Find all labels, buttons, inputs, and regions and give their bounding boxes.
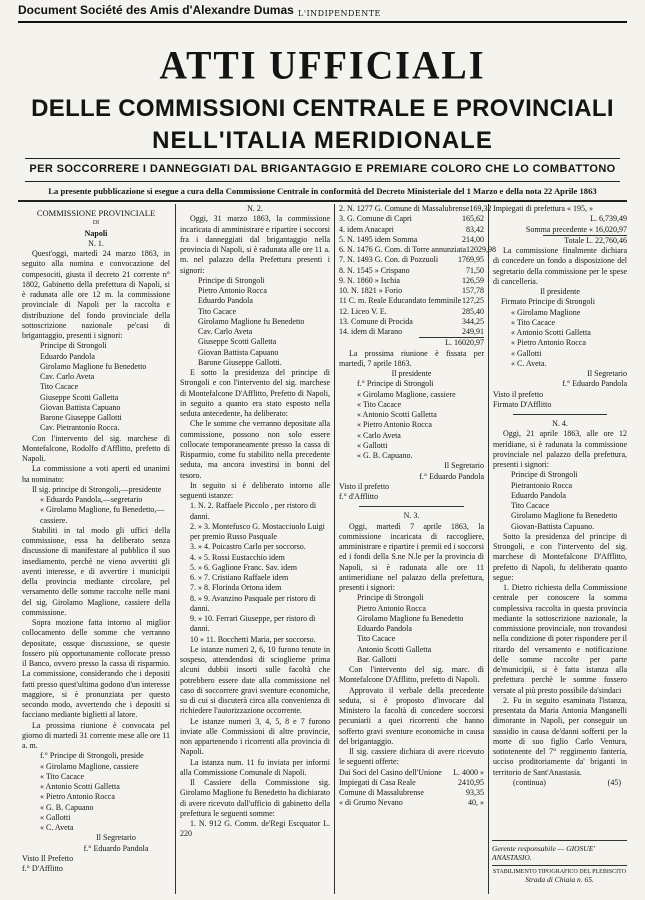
money-label: Dai Soci del Casino dell'Unione	[339, 767, 442, 777]
paragraph: La istanza num. 11 fu inviata per informi alla Commissione Comunale di Napoli.	[180, 757, 330, 777]
signer: « Gallotti	[511, 348, 542, 358]
heading-city: Napoli	[84, 228, 108, 238]
section-number: N. 4.	[552, 419, 568, 428]
paragraph: Il sig. principe di Strongoli,—presidente	[32, 484, 162, 494]
money-row	[339, 255, 484, 265]
signer: « Tito Cacace	[511, 317, 555, 327]
visto-label: Visto il prefetto	[339, 481, 390, 491]
money-row	[339, 276, 484, 286]
money-row	[339, 296, 484, 306]
visto-name: Firmato D'Afflitto	[493, 399, 552, 409]
money-value: 2410,95	[458, 777, 484, 787]
signer: « Antonio Scotti Galletta	[40, 782, 120, 791]
footer-rule	[492, 840, 627, 841]
money-label: 11 C. m. Reale Educandato femminile	[339, 296, 462, 306]
petition-item: 10 » 11. Bocchetti Maria, per soccorso.	[190, 634, 316, 644]
money-row	[339, 307, 484, 317]
money-row	[339, 204, 492, 214]
member-name: Cav. Pietrantonio Rocca.	[40, 423, 120, 433]
signer: Firmato Principe di Strongoli	[501, 297, 595, 307]
paragraph: Le istanze numeri 3, 4, 5, 8 e 7 furono inviate alle Commissioni di altre provincie, non appartenendo i ricorrenti alla provincia di Napoli.	[180, 716, 330, 757]
money-row	[339, 266, 484, 276]
visto-name: f.° d'Afflitto	[339, 492, 379, 501]
signer: « Antonio Scotti Galletta	[511, 328, 591, 337]
money-row	[339, 788, 484, 798]
money-label: 10. N. 1821 » Forio	[339, 286, 403, 295]
money-value: 285,40	[462, 306, 484, 316]
visto-name: f.° D'Afflitto	[22, 864, 63, 873]
paragraph: E sotto la presidenza del principe di Strongoli e con l'intervento del sig. marchese di Montefalcone D'Afflitto, Prefetto di Napoli, in seguito a quanto era stato esposto nella seduta antecedente, ha deliberato:	[180, 368, 330, 418]
paragraph: Approvato il verbale della precedente seduta, si è proposto d'invocare dal Ministero la facoltà di concedere soccorsi pecuniarii a quei ricorrenti che hanno sofferto gravi sventure economiche in causa del brigantaggio.	[339, 685, 484, 746]
money-value: 1769,95	[458, 255, 484, 265]
signer: « Girolamo Maglione, cassiere	[40, 761, 139, 771]
money-row	[339, 245, 497, 255]
commission-heading: COMMISSIONE PROVINCIALE	[36, 208, 156, 218]
petition-item: 6. » 7. Cristiano Raffaele idem	[190, 573, 289, 582]
paragraph: Oggi, 21 aprile 1863, alle ore 12 meridiane, si è radunata la commissione provinciale nel palazzo della prefettura, presenti i signori:	[493, 429, 627, 469]
signer: « C. Aveta	[40, 823, 74, 832]
money-value: 126,59	[462, 275, 484, 285]
paragraph: In seguito si è deliberato intorno alle seguenti istanze:	[180, 480, 330, 500]
member-name: Girolamo Maglione fu Benedetto	[198, 316, 305, 326]
money-label: 13. Comune di Procida	[339, 316, 413, 326]
member-name: Pietro Antonio Rocca	[198, 286, 267, 295]
member-name: Giovan-Battista Capuano.	[511, 521, 595, 531]
petition-item: 3. » 4. Poicastro Carlo per soccorso.	[190, 542, 306, 552]
money-value: L. 4000 »	[453, 767, 484, 777]
visto-label: Visto Il Prefetto	[22, 853, 74, 863]
member-name: Giovan Battista Capuano	[198, 347, 279, 357]
money-row	[339, 317, 484, 327]
rule-under-title	[25, 158, 620, 159]
headline-commissions: DELLE COMMISSIONI CENTRALE E PROVINCIALI	[31, 95, 614, 122]
money-value: 40, »	[468, 798, 484, 808]
paragraph: Quest'oggi, martedì 24 marzo 1863, in seguito alla nomina e convocazione del compesociti, giusta il decreto 21 corrente n° 1802, Gabinetto della prefettura di Napoli, si è radunata alle ore 12 m. la commissione provinciale di Napoli per la raccolta e distribuzione del fondo provinciale della sottoscrizione nazionale pe'casi di brigantaggio, presenti i signori:	[22, 249, 170, 340]
paragraph: Con l'intervento del sig. marc. di Montefalcone D'Afflitto, prefetto di Napoli.	[339, 665, 484, 685]
money-line: Impiegati di prefettura « 195, »	[493, 204, 593, 213]
secretary-label: Il Segretario	[587, 369, 627, 378]
money-row	[339, 214, 484, 224]
paragraph: Il sig. cassiere dichiara di avere ricevuto le seguenti offerte:	[339, 747, 484, 767]
heading-di: DI	[92, 220, 100, 227]
signer: « Gallotti	[40, 812, 71, 822]
signer: « Tito Cacace	[40, 771, 84, 781]
money-label: 6. N. 1476 G. Com. di Torre annunziata	[339, 245, 467, 254]
top-rule	[18, 21, 627, 23]
money-row	[339, 225, 484, 235]
money-value: 127,25	[462, 296, 484, 306]
secretary-name: f.° Eduardo Pandola	[419, 471, 484, 481]
footer-printer: STABILIMENTO TIPOGRAFICO DEL PLEBISCITO	[492, 869, 627, 875]
money-value: 249,91	[462, 327, 484, 336]
money-value: 83,42	[466, 224, 484, 234]
signer: f.° Principe di Strongoli, preside	[40, 751, 144, 761]
money-row	[339, 327, 484, 337]
member-name: Antonio Scotti Galletta	[357, 644, 432, 654]
money-total: Totale L. 22,760,46	[543, 235, 627, 246]
money-value: 344,25	[462, 316, 484, 326]
member-name: Barone Giuseppe Gallotti	[40, 413, 122, 422]
document-source-label: Document Société des Amis d'Alexandre Dumas	[18, 3, 294, 17]
money-label: 8. N. 1545 » Crispano	[339, 265, 410, 275]
money-label: 12. Liceo V. E.	[339, 306, 387, 316]
member-name: Eduardo Pandola	[357, 624, 412, 633]
member-name: Giovan Battista Capuano	[40, 402, 121, 412]
money-line: Somma precedente « 16,020,97	[525, 224, 627, 234]
signer: « Pietro Antonio Rocca	[40, 792, 115, 802]
column-separator	[334, 204, 335, 894]
money-value: 157,78	[462, 286, 484, 295]
paragraph: La commissione a voti aperti ed unanimi ha nominato:	[22, 464, 170, 484]
member-name: Tito Cacace	[198, 306, 237, 316]
member-name: Giuseppe Scotti Galletta	[40, 392, 119, 402]
signer: « Girolamo Maglione, cassiere	[357, 389, 456, 399]
signer: « Tito Cacace	[357, 399, 401, 409]
paragraph: La prossima riunione è convocata pel giorno di martedì 31 corrente mese alle ore 11 a. m.	[22, 720, 170, 750]
member-name: Principe di Strongoli	[40, 341, 107, 351]
signer: « G. B. Capuano.	[357, 451, 413, 460]
member-name: Tito Cacace	[40, 382, 79, 392]
footer	[492, 840, 627, 884]
money-row	[339, 235, 484, 245]
section-divider	[359, 506, 464, 507]
member-name: Barone Giuseppe Gallotti.	[198, 357, 282, 367]
member-name: Giuseppe Scotti Galletta	[198, 337, 277, 347]
money-value: 71,50	[466, 265, 484, 275]
rule-above-columns	[18, 200, 627, 202]
footer-address: Strada di Chiaia n. 65.	[525, 875, 594, 884]
member-name: Girolamo Maglione fu Benedetto	[357, 613, 464, 623]
money-line: L. 6,739,49	[590, 214, 627, 224]
paragraph: Sotto la presidenza del principe di Strongoli, e con l'intervento del sig. marchese di Montefalcone D'Afflitto, prefetto di Napoli, fu deliberato quanto segue:	[493, 531, 627, 582]
money-row	[339, 778, 484, 788]
signer: « Gallotti	[357, 440, 388, 450]
member-name: Girolamo Maglione fu Benedetto	[511, 511, 618, 521]
member-name: Tito Cacace	[511, 501, 550, 510]
paragraph: Che le somme che verranno depositate alla commissione, possono non solo essere collocate temporaneamente presso la cassa di Risparmio, come fu stabilito nella precedente seduta, ma ancora investirsi in bonni del tesoro.	[180, 419, 330, 480]
petition-item: 1. N. 2. Raffaele Piccolo , per ristoro di danni.	[190, 501, 317, 521]
money-value: 12029,98	[466, 245, 497, 254]
paragraph: Il Cassiere della Commissione sig. Girolamo Maglione fu Benedetto ha dichiarato di avere ricevuto dall'ufficio di gabinetto della prefettura le seguenti somme:	[180, 778, 330, 818]
column-3	[339, 204, 497, 809]
member-name: Eduardo Pandola	[511, 490, 566, 500]
paragraph: 2. Fu in seguito esaminata l'istanza, presentata da Maria Antonia Manganelli dimorante in Napoli, per conseguir un sussidio in causa de'danni sofferti per la morte di suo figlio Carlo Ventura, sottotenente del 7° reggimento fanteria, ucciso proditoriamente da' briganti in territorio de Sant'Anastasia.	[493, 695, 627, 777]
paragraph: La prossima riunione è fissata per martedì, 7 aprile 1863.	[339, 348, 484, 368]
paragraph: Sopra mozione fatta intorno al miglior collocamento delle somme che verranno depositate, ossque discussione, se queste fossero più opportunamente collocate presso il Banco, ovvero presso la cassa di risparmio. La commissione, considerando che i depositi fatti presso quest'ultima godono d'un interesse maggiore, si è pronunziata per questo secondo modo, avvertendo che i depositi si facciano mediante biglietti al latore.	[22, 618, 170, 720]
signer: « Girolamo Maglione	[511, 307, 581, 317]
petition-item: 2. » 3. Montefusco G. Mostacciuolo Luigi per premio Russo Pasquale	[190, 521, 325, 541]
paragraph: Le istanze numeri 2, 6, 10 furono tenute in sospeso, attendendosi di scioglierne prima alcuni dubbii insorti sulle facoltà che potrebbero essere date alla commissione nel caso di soccorrere gravi sventure economiche, su di cui si discuterà circa alla convenienza di richiedere l'autorizzazione occorrente.	[180, 644, 330, 716]
paragraph: Oggi, 31 marzo 1863, la commissione incaricata di amministrare e ripartire i soccorsi fra i danneggiati dal brigantaggio nella provincia di Napoli, si è radunata alle ore 11 a. m. nel palazzo della Prefettura presenti i signori:	[180, 214, 330, 275]
paragraph: La commissione finalmente dichiara di concedere un fondo a disposizione del segretario della commissione per le spese di cancelleria.	[493, 246, 627, 286]
newspaper-name: L'INDIPENDENTE	[298, 9, 381, 18]
member-name: Eduardo Pandola	[198, 296, 253, 306]
money-value: 169,32	[469, 204, 492, 213]
money-value: 165,62	[462, 214, 484, 224]
member-name: Girolamo Maglione fu Benedetto	[40, 361, 147, 371]
money-label: « di Grumo Nevano	[339, 798, 403, 808]
member-name: Cav. Carlo Aveta	[198, 327, 253, 336]
signer: « Pietro Antonio Rocca	[511, 338, 586, 348]
money-label: 9. N. 1860 » Ischia	[339, 275, 400, 285]
president-label: Il presidente	[391, 369, 432, 378]
headline-purpose: PER SOCCORRERE I DANNEGGIATI DAL BRIGANTAGGIO E PREMIARE COLORO CHE LO COMBATTONO	[29, 163, 616, 175]
signer: « Pietro Antonio Rocca	[357, 420, 432, 430]
secretary-label: Il Segretario	[96, 833, 136, 843]
money-row	[339, 798, 484, 808]
secretary-name: f.° Eduardo Pandola	[83, 843, 149, 853]
section-number: N. 2.	[247, 204, 263, 213]
headline-region: NELL'ITALIA MERIDIONALE	[152, 127, 493, 154]
money-value: 93,35	[466, 788, 484, 797]
paragraph: 1. Dietro richiesta della Commissione centrale per conoscere la somma complessiva raccolta in questa provincia mediante la sottoscrizione nazionale, la commissione provinciale, non trovandosi nella condizione di poter rispondere per il ritardo del versamento e notificazione delle somme raccolte per parte de'municipii, si è fatta istanza alla prefettura perchè le somme fossero versate al più presto possibile da'sindaci	[493, 583, 627, 695]
intro-line: La presente pubblicazione si esegue a cura della Commissione Centrale in conformità del Decreto Ministeriale del 1 Marzo e della nota 22 Aprile 1863	[48, 186, 597, 196]
column-1	[22, 208, 170, 874]
paragraph: « Girolamo Maglione, fu Benedetto,—cassiere.	[40, 505, 165, 525]
money-row	[339, 286, 484, 296]
money-label: 2. N. 1277 G. Comune di Massalubrense	[339, 204, 470, 213]
section-number: N. 1.	[88, 238, 104, 248]
section-number: N. 3.	[403, 511, 420, 521]
signer: « Carlo Aveta	[357, 430, 401, 440]
section-divider	[513, 414, 607, 415]
column-4	[493, 204, 627, 788]
headline-main: ATTI UFFICIALI	[159, 43, 486, 89]
money-label: 5. N. 1495 idem Somma	[339, 234, 418, 244]
president-label: Il presidente	[540, 287, 580, 296]
secretary-label: Il Segretario	[444, 461, 484, 471]
member-name: Pietro Antonio Rocca	[357, 603, 426, 613]
money-label: 3. G. Comune di Capri	[339, 214, 412, 224]
footer-manager: Gerente responsabile — GIOSUE' ANASTASIO.	[492, 844, 595, 862]
member-name: Principe di Strongoli	[198, 275, 265, 285]
paragraph: Oggi, martedì 7 aprile 1863, la commissione incaricata di raccogliere, amministrare e ripartire i premii ed i soccorsi ed i fondi della S.ne N.le per la provincia di Napoli, si è radunata alle ore 11 antimeridiane nel palazzo della prefettura, presenti i signori:	[339, 521, 484, 592]
money-label: 4. idem Anacapri	[339, 224, 394, 234]
money-total: L. 16020,97	[419, 337, 484, 348]
signer: « C. Aveta.	[511, 358, 547, 368]
visto-label: Visto il prefetto	[493, 389, 544, 399]
continua-label: (continua)	[513, 777, 546, 787]
secretary-name: f.° Eduardo Pandola	[562, 379, 627, 389]
column-separator	[488, 204, 489, 894]
continuation-line	[493, 778, 627, 788]
member-name: Eduardo Pandola	[40, 351, 95, 361]
paragraph: Con l'intervento del sig. marchese di Montefalcone, Rodolfo d'Afflitto, prefetto di Napoli.	[22, 433, 170, 463]
money-value: 214,00	[462, 234, 484, 244]
petition-item: 4. » 5. Rossi Eustacchio idem	[190, 552, 285, 562]
money-row	[339, 768, 484, 778]
member-name: Principe di Strongoli	[357, 593, 424, 603]
petition-item: 5. » 6. Gaglione Franc. Sav. idem	[190, 562, 298, 572]
member-name: Cav. Carlo Aveta	[40, 372, 95, 381]
money-label: 14. idem di Marano	[339, 327, 403, 336]
member-name: Tito Cacace	[357, 634, 396, 644]
member-name: Principe di Strongoli	[511, 470, 578, 480]
column-separator	[175, 204, 176, 894]
money-label: 7. N. 1493 G. Con. di Pozzuoli	[339, 255, 439, 265]
signer: f.° Principe di Strongoli	[357, 379, 434, 389]
money-label: Comune di Massalubrense	[339, 788, 424, 797]
petition-item: 7. » 8. Florinda Ortona idem	[190, 583, 282, 593]
footer-rule	[492, 865, 627, 866]
paragraph: « Eduardo Pandola,—segretario	[40, 495, 143, 504]
signer: « Antonio Scotti Galletta	[357, 410, 437, 419]
member-name: Pietrantonio Rocca	[511, 480, 573, 490]
petition-item: 9. » 10. Ferrari Giuseppe, per ristoro di danni.	[190, 614, 316, 634]
petition-item: 8. » 9. Avanzino Pasquale per ristoro di danni.	[190, 593, 316, 613]
rule-under-purpose	[25, 181, 620, 182]
money-label: Impiegati di Casa Reale	[339, 777, 416, 787]
page-number: (45)	[607, 777, 621, 787]
paragraph: Stabiliti in tal modo gli uffici della commissione, essa ha deliberato senza discussione di manifestare al pubblico il suo insediamento, perchè ne vieno avvertiti gli aventi interesse, e di avvertire i municipii della provincia mediante circolare, pel versamento delle somme raccolte nelle mani del sig. Girolamo Maglione, cassiere della commissione.	[22, 525, 170, 617]
signer: « G. B. Capuano	[40, 802, 94, 812]
column-2	[180, 204, 330, 840]
money-line: 1. N. 912 G. Comm. de'Regi Escquator L. 220	[180, 819, 330, 839]
member-name: Bar. Gallotti	[357, 654, 397, 664]
